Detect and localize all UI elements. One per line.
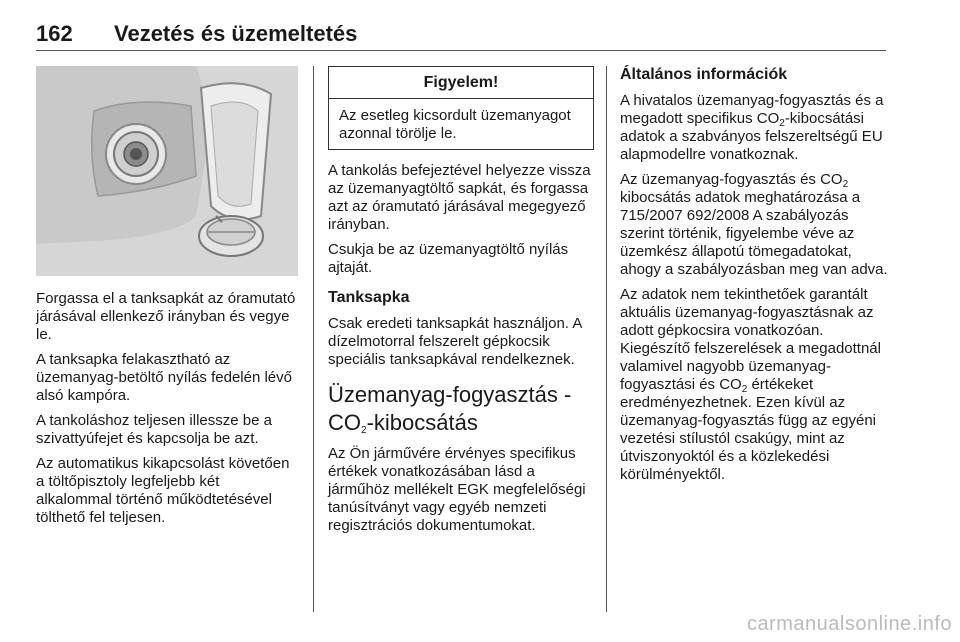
paragraph: Csak eredeti tanksapkát használjon. A dízelmotorral felszerelt gépkocsik speciális tanksapkával rendelkeznek. (328, 315, 582, 368)
paragraph: Forgassa el a tanksapkát az óramutató járásával ellenkező irányban és vegye le. (36, 290, 296, 343)
text-run: kibocsátás adatok meghatározása a 715/2007 692/2008 A szabályozás szerint történik, figyelembe véve az üzemkész állapotú tömegadatokat, ahogy a szabályozásban meg van adva. (620, 189, 888, 278)
subheading-general-info: Általános információk (620, 66, 788, 83)
paragraph: Az Ön járművére érvényes specifikus értékek vonatkozásában lásd a járműhöz mellékelt EGK megfelelőségi tanúsítványt vagy egyéb nemzeti regisztrációs dokumentumokat. (328, 445, 586, 534)
page-header (36, 16, 886, 51)
column-divider (313, 66, 314, 612)
paragraph: A tankolás befejeztével helyezze vissza az üzemanyagtöltő sapkát, és forgassa azt az óramutató járásával megegyező irányban. (328, 162, 591, 233)
section-heading-line1: Üzemanyag-fogyasztás - (328, 382, 572, 407)
paragraph (620, 92, 890, 164)
paragraph: A tanksapka felakasztható az üzemanyag-betöltő nyílás fedelén lévő alsó kampóra. (36, 351, 292, 404)
subscript: 2 (779, 118, 785, 129)
fuel-filler-cap-icon (36, 66, 298, 276)
warning-box (328, 66, 594, 150)
paragraph: Az automatikus kikapcsolást követően a töltőpisztoly legfeljebb két alkalommal történő működtetésével tölthető fel teljesen. (36, 455, 290, 526)
column-left (36, 66, 298, 534)
subscript: 2 (741, 384, 748, 395)
page-title: Vezetés és üzemeltetés (114, 21, 358, 46)
section-heading-rest: -kibocsátás (366, 410, 478, 435)
text-run: A hivatalos üzemanyag-fogyasztás és a megadott specifikus CO (620, 92, 884, 127)
column-divider (606, 66, 607, 612)
subheading-tanksapka: Tanksapka (328, 289, 410, 306)
section-heading-co: CO (328, 410, 361, 435)
warning-text: Az esetleg kicsordult üzemanyagot azonnal törölje le. (339, 107, 571, 142)
text-run: Az adatok nem tekinthetőek garantált aktuális üzemanyag-fogyasztásnak az adott gépkocsira vonatkozóan. Kiegészítő felszerelések a megadottnál valamivel nagyobb üzemanyag-fogyasztási és CO (620, 286, 881, 393)
section-heading (328, 381, 594, 437)
subscript: 2 (842, 179, 849, 190)
column-right (620, 66, 890, 491)
warning-title: Figyelem! (329, 67, 593, 99)
text-run: -kibocsátási adatok a szabványos felszereltségű EU alapmodellre vonatkoznak. (620, 110, 883, 163)
fuel-filler-cap-illustration (36, 66, 298, 276)
watermark: carmanualsonline.info (746, 613, 952, 635)
paragraph: Csukja be az üzemanyagtöltő nyílás ajtaját. (328, 241, 569, 276)
text-run: Az üzemanyag-fogyasztás és CO (620, 171, 843, 188)
paragraph (620, 286, 890, 484)
column-middle (328, 66, 594, 542)
subscript: 2 (361, 425, 367, 436)
text-run: értékeket eredményezhetnek. Ezen kívül az üzemanyag-fogyasztás függ az egyéni vezetési stílustól csakúgy, mint az útviszonyoktól és a közlekedési körülményektől. (620, 376, 876, 483)
paragraph: A tankoláshoz teljesen illessze be a szivattyúfejet és kapcsolja be azt. (36, 412, 272, 447)
page-number: 162 (36, 21, 73, 46)
paragraph (620, 171, 890, 279)
